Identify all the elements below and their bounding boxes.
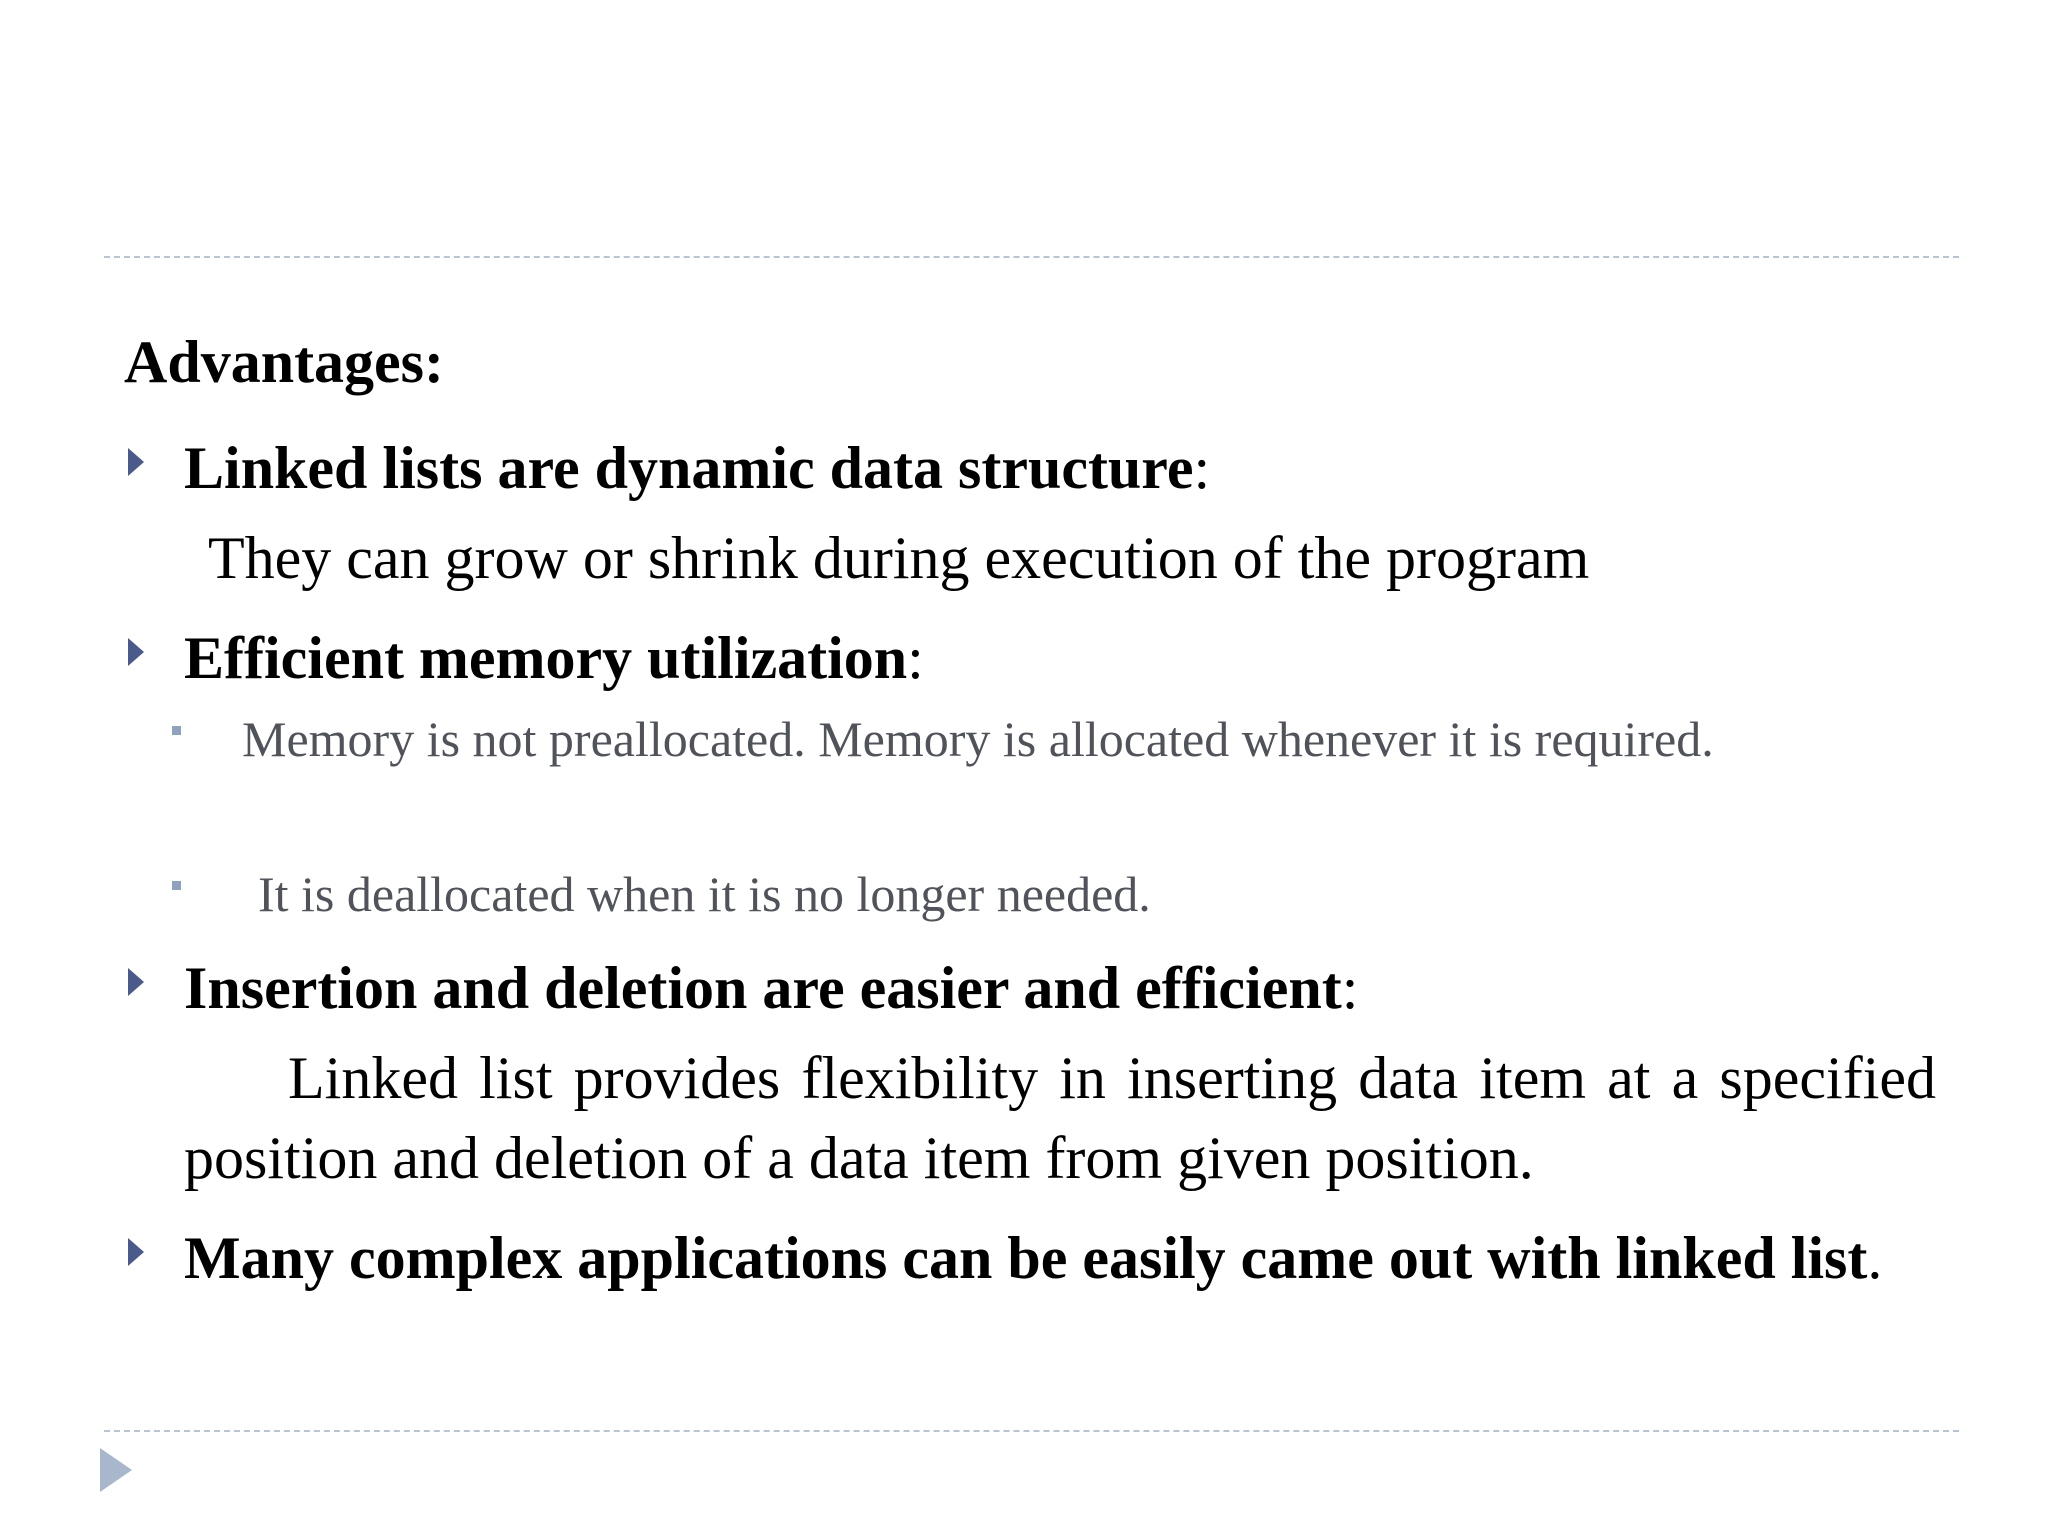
top-divider [104,256,1959,258]
square-bullet-icon [172,726,181,735]
triangle-bullet-icon [128,968,144,996]
bullet-body: Linked list provides flexibility in inserting data item at a specified position and deletion of a data item from given position. [184,1045,1936,1191]
sub-item-text: Memory is not preallocated. Memory is allocated whenever it is required. [242,711,1714,767]
bullet-suffix: : [1193,435,1211,501]
slide-heading: Advantages: [124,329,445,395]
bullet-title: Efficient memory utilization [184,625,908,691]
bullet-title-line [184,428,1936,508]
bullet-title-line [184,1218,1936,1298]
bullet-title: Insertion and deletion are easier and efficient [184,955,1342,1021]
bullet-suffix: : [907,625,924,691]
bullet-title-line [184,618,1936,698]
triangle-bullet-icon [128,448,144,476]
bullet-suffix: . [1867,1225,1883,1291]
bullet-title: Many complex applications can be easily came out with linked list [184,1225,1868,1291]
sub-item-text: It is deallocated when it is no longer needed. [258,866,1151,922]
bullet-title-line [184,948,1936,1028]
square-bullet-icon [172,881,181,890]
bottom-divider [104,1430,1959,1432]
bullet-title: Linked lists are dynamic data structure [184,435,1194,501]
bullet-body: They can grow or shrink during execution of the program [208,525,1590,591]
next-slide-arrow-icon[interactable] [100,1448,132,1492]
bullet-suffix: : [1341,955,1359,1021]
triangle-bullet-icon [128,638,144,666]
triangle-bullet-icon [128,1238,144,1266]
